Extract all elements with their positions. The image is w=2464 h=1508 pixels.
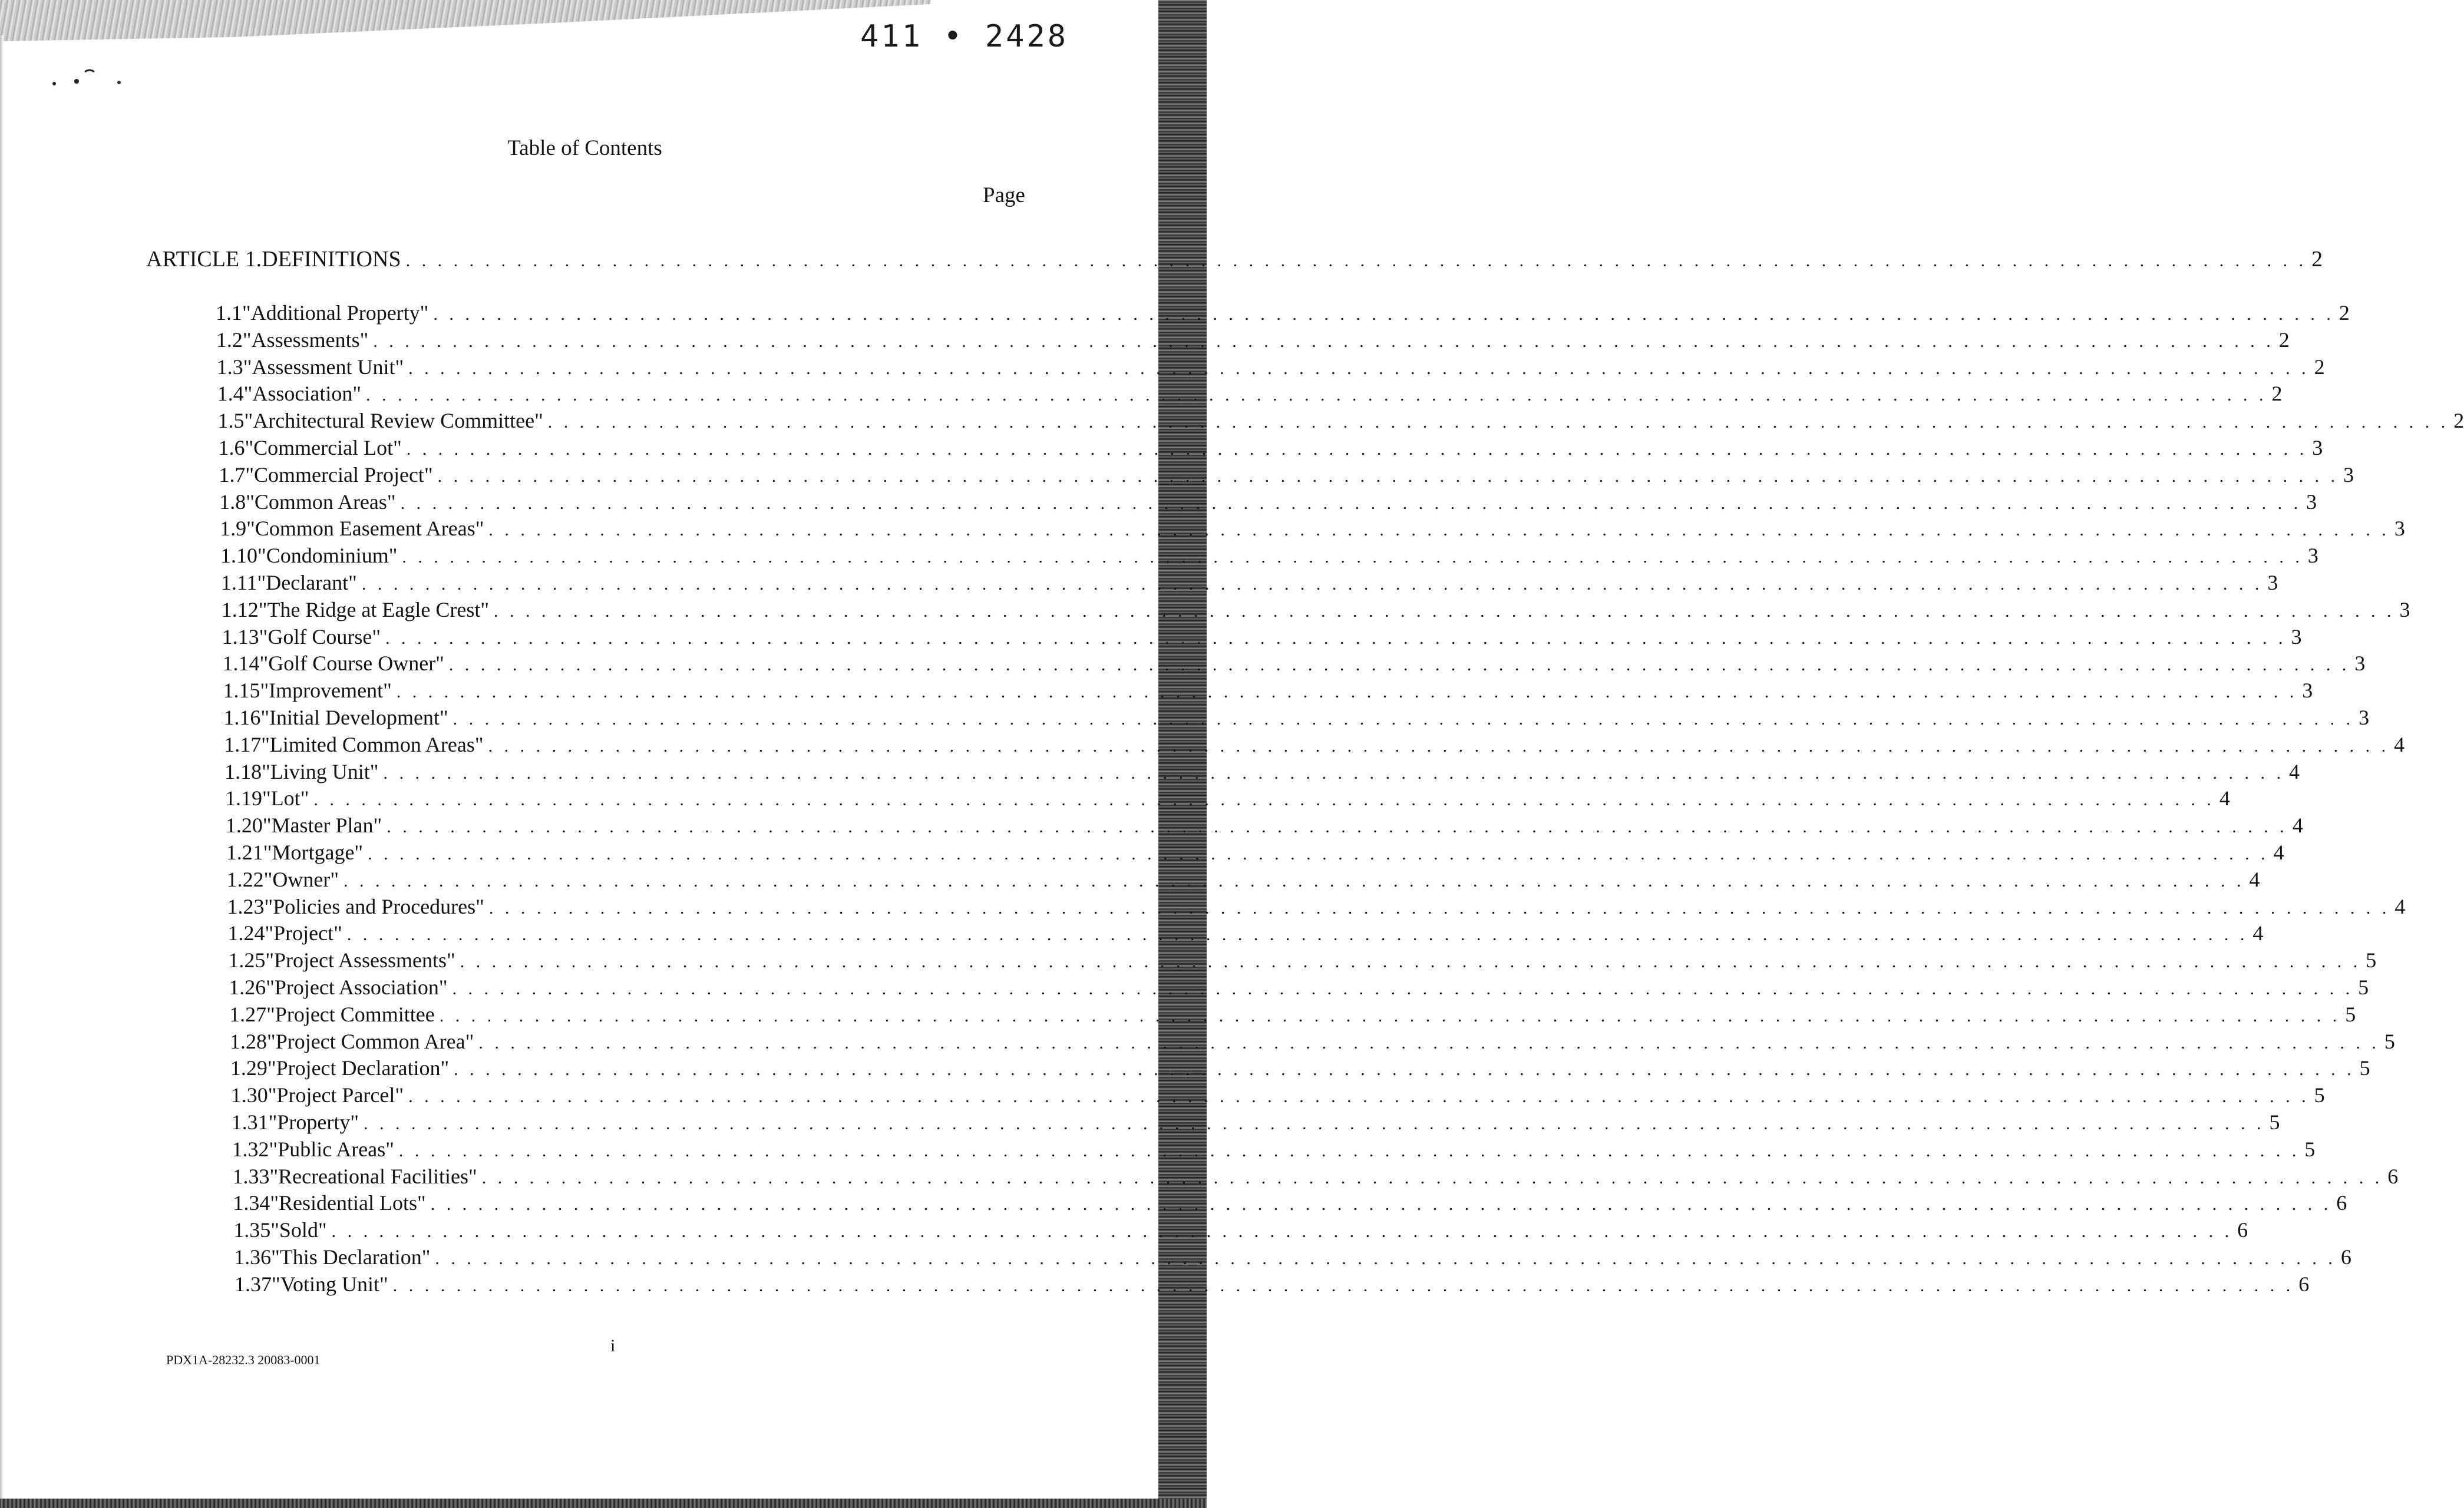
toc-entry [227, 921, 2264, 948]
toc-entry-number: 1.33 [232, 1164, 270, 1188]
document-stamp-number: 411 • 2428 [860, 19, 1069, 54]
dot-leader: . . . . . . . . . . . . . . . . . . . . . . . . . . . . . . . . . . . . . . . . . . . . . . . . . . . . . . . . . . . . . . . . . . . . . . . . . . . . . . . . . . . . . . . . . . . . . . . . . . . . . . . . . . . . . . . . . . . . . . . . [488, 736, 2390, 756]
toc-entry-page-number: 2 [2271, 382, 2283, 406]
dot-leader: . . . . . . . . . . . . . . . . . . . . . . . . . . . . . . . . . . . . . . . . . . . . . . . . . . . . . . . . . . . . . . . . . . . . . . . . . . . . . . . . . . . . . . . . . . . . . . . . . . . . . . . . . . . . . . . . . . . . . . . . [396, 682, 2298, 702]
dot-leader: . . . . . . . . . . . . . . . . . . . . . . . . . . . . . . . . . . . . . . . . . . . . . . . . . . . . . . . . . . . . . . . . . . . . . . . . . . . . . . . . . . . . . . . . . . . . . . . . . . . . . . . . . . . . . . . . . . . . . . . . [400, 493, 2302, 513]
dot-leader: . . . . . . . . . . . . . . . . . . . . . . . . . . . . . . . . . . . . . . . . . . . . . . . . . . . . . . . . . . . . . . . . . . . . . . . . . . . . . . . . . . . . . . . . . . . . . . . . . . . . . . . . . . . . . . . . . . . . . . . . [478, 1033, 2380, 1053]
toc-entry-label: "Residential Lots" [270, 1191, 426, 1215]
dot-leader: . . . . . . . . . . . . . . . . . . . . . . . . . . . . . . . . . . . . . . . . . . . . . . . . . . . . . . . . . . . . . . . . . . . . . . . . . . . . . . . . . . . . . . . . . . . . . . . . . . . . . . . . . . . . . . . . . . . . . . . . [488, 898, 2390, 918]
toc-entry [230, 1056, 2370, 1083]
toc-entry-number: 1.36 [234, 1245, 272, 1269]
toc-entry-number: 1.3 [216, 355, 243, 379]
footer-page-number: i [610, 1336, 616, 1355]
dot-leader: . . . . . . . . . . . . . . . . . . . . . . . . . . . . . . . . . . . . . . . . . . . . . . . . . . . . . . . . . . . . . . . . . . . . . . . . . . . . . . . . . . . . . . . . . . . . . . . . . . . . . . . . . . . . . . . . . . . . . . . . [452, 709, 2354, 729]
toc-entry-label: "Declarant" [257, 571, 357, 594]
toc-entry-label: "Association" [243, 382, 362, 406]
toc-entry-label: "Lot" [262, 786, 309, 811]
toc-entry-label: "Master Plan" [262, 813, 382, 838]
toc-entry-page-number: 4 [2394, 732, 2405, 756]
toc-entry-number: 1.16 [223, 706, 261, 729]
toc-entry-number: 1.22 [226, 867, 264, 891]
toc-entry-number: 1.15 [223, 679, 260, 703]
toc-entry-number: 1.8 [219, 490, 246, 514]
dot-leader: . . . . . . . . . . . . . . . . . . . . . . . . . . . . . . . . . . . . . . . . . . . . . . . . . . . . . . . . . . . . . . . . . . . . . . . . . . . . . . . . . . . . . . . . . . . . . . . . . . . . . . . . . . . . . . . . . . . . . . . . [385, 628, 2287, 648]
toc-entry [220, 570, 2278, 597]
page-column-header: Page [983, 183, 1025, 207]
toc-entry [233, 1190, 2347, 1218]
dot-leader: . . . . . . . . . . . . . . . . . . . . . . . . . . . . . . . . . . . . . . . . . . . . . . . . . . . . . . . . . . . . . . . . . . . . . . . . . . . . . . . . . . . . . . . . . . . . . . . . . . . . . . . . . . . . . . . . . . . . . . . . [435, 1249, 2336, 1268]
toc-entry-page-number: 4 [2252, 921, 2264, 945]
toc-entry-number: 1.10 [220, 544, 257, 568]
toc-entry [223, 705, 2370, 732]
toc-entry-page-number: 6 [2237, 1218, 2248, 1242]
dot-leader: . . . . . . . . . . . . . . . . . . . . . . . . . . . . . . . . . . . . . . . . . . . . . . . . . . . . . . . . . . . . . . . . . . . . . . . . . . . . . . . . . . . . . . . . . . . . . . . . . . . . . . . . . . . . . . . . . . . . . . . . [402, 547, 2303, 567]
toc-entry-page-number: 2 [2453, 409, 2464, 433]
toc-entry [233, 1218, 2248, 1245]
toc-entry-page-number: 5 [2304, 1137, 2316, 1161]
toc-entry [221, 597, 2410, 624]
toc-entry [227, 894, 2406, 921]
toc-entry-label: "Policies and Procedures" [264, 894, 484, 918]
toc-entry-page-number: 5 [2384, 1029, 2395, 1053]
toc-entry-number: 1.2 [216, 328, 243, 352]
toc-entry-label: "Golf Course Owner" [259, 652, 444, 676]
toc-entry-label: "Common Easement Areas" [246, 517, 484, 541]
toc-entry-number: 1.1 [216, 301, 242, 325]
toc-entry-label: "Recreational Facilities" [269, 1164, 477, 1188]
toc-entry-page-number: 3 [2307, 544, 2318, 568]
toc-entry-label: "Initial Development" [260, 706, 448, 729]
toc-entry [230, 1083, 2325, 1110]
toc-entry-label: "Limited Common Areas" [261, 732, 484, 756]
dot-leader: . . . . . . . . . . . . . . . . . . . . . . . . . . . . . . . . . . . . . . . . . . . . . . . . . . . . . . . . . . . . . . . . . . . . . . . . . . . . . . . . . . . . . . . . . . . . . . . . . . . . . . . . . . . . . . . . . . . . . . . . [454, 1060, 2355, 1080]
toc-entry [219, 490, 2317, 517]
toc-entry-page-number: 5 [2345, 1002, 2356, 1026]
toc-entry-number: 1.23 [227, 894, 265, 918]
toc-entry-label: "This Declaration" [271, 1245, 431, 1269]
toc-entry [220, 543, 2318, 570]
dot-leader: . . . . . . . . . . . . . . . . . . . . . . . . . . . . . . . . . . . . . . . . . . . . . . . . . . . . . . . . . . . . . . . . . . . . . . . . . . . . . . . . . . . . . . . . . . . . . . . . . . . . . . . . . . . . . . . . . . . . . . . . [408, 358, 2310, 378]
toc-entry-page-number: 4 [2289, 759, 2300, 783]
toc-entry-page-number: 6 [2340, 1245, 2351, 1269]
toc-entry [216, 300, 2350, 328]
toc-entry-page-number: 2 [2339, 301, 2350, 325]
toc-entry-label: "Project Parcel" [267, 1083, 404, 1107]
toc-entry-label: "Property" [268, 1110, 359, 1134]
toc-entry [218, 435, 2323, 462]
toc-entry-label: "The Ridge at Eagle Crest" [258, 597, 490, 621]
toc-entry-number: 1.14 [222, 652, 260, 676]
toc-entry-number: 1.25 [228, 948, 266, 973]
toc-entry-number: 1.24 [227, 921, 265, 945]
toc-entry [222, 651, 2366, 678]
toc-entry [232, 1164, 2399, 1191]
toc-entry-label: "Project Assessments" [265, 948, 455, 973]
toc-entry-page-number: 3 [2302, 679, 2313, 703]
toc-entry-number: 1.17 [224, 732, 262, 756]
toc-entry-label: "Condominium" [257, 544, 398, 568]
toc-entry-label: "Project Declaration" [267, 1056, 450, 1080]
toc-entry [228, 948, 2377, 975]
toc-entry-page-number: 4 [2394, 894, 2406, 918]
toc-entry-number: 1.6 [218, 436, 245, 459]
toc-entry-number: 1.32 [232, 1137, 269, 1161]
toc-entry [216, 328, 2290, 355]
toc-entry-number: 1.20 [225, 813, 263, 838]
dot-leader: . . . . . . . . . . . . . . . . . . . . . . . . . . . . . . . . . . . . . . . . . . . . . . . . . . . . . . . . . . . . . . . . . . . . . . . . . . . . . . . . . . . . . . . . . . . . . . . . . . . . . . . . . . . . . . . . . . . . . . . . [547, 412, 2449, 432]
article-page-number: 2 [2311, 247, 2323, 272]
toc-entry-number: 1.19 [225, 786, 262, 811]
toc-entry-label: "Mortgage" [263, 841, 364, 864]
dot-leader: . . . . . . . . . . . . . . . . . . . . . . . . . . . . . . . . . . . . . . . . . . . . . . . . . . . . . . . . . . . . . . . . . . . . . . . . . . . . . . . . . . . . . . . . . . . . . . . . . . . . . . . . . . . . . . . . . . . . . . . . [387, 817, 2288, 837]
toc-entry-number: 1.11 [220, 571, 257, 594]
toc-entry [234, 1272, 2310, 1299]
toc-entry-label: "Assessment Unit" [243, 355, 404, 379]
toc-entry-number: 1.37 [234, 1272, 272, 1296]
toc-entry [225, 813, 2303, 840]
toc-entry-page-number: 3 [2267, 571, 2278, 594]
toc-entry-page-number: 3 [2394, 517, 2405, 541]
scan-edge-top [0, 0, 931, 41]
toc-entry-label: "Project" [265, 921, 342, 945]
toc-entry [223, 678, 2313, 705]
toc-entry-page-number: 5 [2358, 975, 2369, 999]
toc-entry-label: "Common Areas" [246, 490, 396, 514]
toc-entry-number: 1.12 [221, 597, 259, 621]
dot-leader: . . . . . . . . . . . . . . . . . . . . . . . . . . . . . . . . . . . . . . . . . . . . . . . . . . . . . . . . . . . . . . . . . . . . . . . . . . . . . . . . . . . . . . . . . . . . . . . . . . . . . . . . . . . . . . . . . . . . . . . . [373, 331, 2274, 351]
dot-leader: . . . . . . . . . . . . . . . . . . . . . . . . . . . . . . . . . . . . . . . . . . . . . . . . . . . . . . . . . . . . . . . . . . . . . . . . . . . . . . . . . . . . . . . . . . . . . . . . . . . . . . . . . . . . . . . . . . . . . . . . [433, 305, 2334, 324]
toc-entry-label: "Living Unit" [262, 759, 379, 783]
toc-entry-label: "Voting Unit" [272, 1272, 388, 1296]
toc-entry-number: 1.31 [231, 1110, 269, 1134]
dot-leader: . . . . . . . . . . . . . . . . . . . . . . . . . . . . . . . . . . . . . . . . . . . . . . . . . . . . . . . . . . . . . . . . . . . . . . . . . . . . . . . . . . . . . . . . . . . . . . . . . . . . . . . . . . . . . . . . . . . . . . . . [405, 251, 2307, 270]
dot-leader: . . . . . . . . . . . . . . . . . . . . . . . . . . . . . . . . . . . . . . . . . . . . . . . . . . . . . . . . . . . . . . . . . . . . . . . . . . . . . . . . . . . . . . . . . . . . . . . . . . . . . . . . . . . . . . . . . . . . . . . . [481, 1168, 2383, 1188]
dot-leader: . . . . . . . . . . . . . . . . . . . . . . . . . . . . . . . . . . . . . . . . . . . . . . . . . . . . . . . . . . . . . . . . . . . . . . . . . . . . . . . . . . . . . . . . . . . . . . . . . . . . . . . . . . . . . . . . . . . . . . . . [430, 1195, 2332, 1215]
toc-entry-page-number: 3 [2354, 652, 2366, 676]
article-heading [146, 246, 2323, 277]
toc-entry-page-number: 5 [2269, 1110, 2280, 1134]
article-number: ARTICLE 1. [146, 247, 262, 272]
toc-entry [225, 786, 2230, 813]
dot-leader: . . . . . . . . . . . . . . . . . . . . . . . . . . . . . . . . . . . . . . . . . . . . . . . . . . . . . . . . . . . . . . . . . . . . . . . . . . . . . . . . . . . . . . . . . . . . . . . . . . . . . . . . . . . . . . . . . . . . . . . . [494, 601, 2395, 621]
toc-entry-number: 1.4 [217, 382, 244, 406]
scan-edge-bottom [0, 1499, 1207, 1508]
toc-entry [226, 840, 2284, 867]
article-title: DEFINITIONS [262, 247, 401, 272]
toc-entry-label: "Public Areas" [269, 1137, 394, 1161]
dot-leader: . . . . . . . . . . . . . . . . . . . . . . . . . . . . . . . . . . . . . . . . . . . . . . . . . . . . . . . . . . . . . . . . . . . . . . . . . . . . . . . . . . . . . . . . . . . . . . . . . . . . . . . . . . . . . . . . . . . . . . . . [368, 844, 2269, 864]
dot-leader: . . . . . . . . . . . . . . . . . . . . . . . . . . . . . . . . . . . . . . . . . . . . . . . . . . . . . . . . . . . . . . . . . . . . . . . . . . . . . . . . . . . . . . . . . . . . . . . . . . . . . . . . . . . . . . . . . . . . . . . . [406, 439, 2308, 459]
toc-entry-page-number: 3 [2399, 597, 2410, 621]
toc-entry [219, 462, 2354, 490]
dot-leader: . . . . . . . . . . . . . . . . . . . . . . . . . . . . . . . . . . . . . . . . . . . . . . . . . . . . . . . . . . . . . . . . . . . . . . . . . . . . . . . . . . . . . . . . . . . . . . . . . . . . . . . . . . . . . . . . . . . . . . . . [346, 925, 2248, 945]
toc-entry-number: 1.30 [230, 1083, 268, 1107]
toc-entry-number: 1.5 [217, 409, 245, 433]
toc-entry-page-number: 6 [2336, 1191, 2347, 1215]
toc-entry [224, 732, 2405, 759]
toc-entry-label: "Improvement" [260, 679, 392, 703]
toc-entry-number: 1.26 [229, 975, 266, 999]
dot-leader: . . . . . . . . . . . . . . . . . . . . . . . . . . . . . . . . . . . . . . . . . . . . . . . . . . . . . . . . . . . . . . . . . . . . . . . . . . . . . . . . . . . . . . . . . . . . . . . . . . . . . . . . . . . . . . . . . . . . . . . . [439, 1006, 2341, 1026]
toc-entry-page-number: 4 [2292, 813, 2303, 838]
toc-entry [217, 408, 2464, 435]
toc-entry-number: 1.21 [226, 841, 263, 864]
toc-entry-number: 1.35 [233, 1218, 271, 1242]
dot-leader: . . . . . . . . . . . . . . . . . . . . . . . . . . . . . . . . . . . . . . . . . . . . . . . . . . . . . . . . . . . . . . . . . . . . . . . . . . . . . . . . . . . . . . . . . . . . . . . . . . . . . . . . . . . . . . . . . . . . . . . . [331, 1222, 2233, 1242]
toc-entry-page-number: 3 [2343, 462, 2354, 487]
toc-entry-page-number: 4 [2249, 867, 2260, 891]
toc-entry-number: 1.13 [222, 624, 259, 649]
toc-entry-page-number: 6 [2298, 1272, 2310, 1296]
toc-entry [217, 381, 2283, 408]
dot-leader: . . . . . . . . . . . . . . . . . . . . . . . . . . . . . . . . . . . . . . . . . . . . . . . . . . . . . . . . . . . . . . . . . . . . . . . . . . . . . . . . . . . . . . . . . . . . . . . . . . . . . . . . . . . . . . . . . . . . . . . . [452, 979, 2354, 998]
toc-entry-page-number: 4 [2219, 786, 2230, 811]
page-title: Table of Contents [507, 136, 662, 160]
toc-entry-page-number: 2 [2278, 328, 2290, 352]
toc-entry-page-number: 2 [2314, 355, 2325, 379]
toc-entry [224, 759, 2300, 786]
dot-leader: . . . . . . . . . . . . . . . . . . . . . . . . . . . . . . . . . . . . . . . . . . . . . . . . . . . . . . . . . . . . . . . . . . . . . . . . . . . . . . . . . . . . . . . . . . . . . . . . . . . . . . . . . . . . . . . . . . . . . . . . [392, 1275, 2294, 1295]
dot-leader: . . . . . . . . . . . . . . . . . . . . . . . . . . . . . . . . . . . . . . . . . . . . . . . . . . . . . . . . . . . . . . . . . . . . . . . . . . . . . . . . . . . . . . . . . . . . . . . . . . . . . . . . . . . . . . . . . . . . . . . . [408, 1087, 2310, 1107]
toc-entry-label: "Sold" [270, 1218, 327, 1242]
toc-entry-page-number: 3 [2359, 706, 2370, 729]
dot-leader: . . . . . . . . . . . . . . . . . . . . . . . . . . . . . . . . . . . . . . . . . . . . . . . . . . . . . . . . . . . . . . . . . . . . . . . . . . . . . . . . . . . . . . . . . . . . . . . . . . . . . . . . . . . . . . . . . . . . . . . . [448, 655, 2350, 675]
dot-leader: . . . . . . . . . . . . . . . . . . . . . . . . . . . . . . . . . . . . . . . . . . . . . . . . . . . . . . . . . . . . . . . . . . . . . . . . . . . . . . . . . . . . . . . . . . . . . . . . . . . . . . . . . . . . . . . . . . . . . . . . [343, 871, 2245, 891]
toc-entry-label: "Owner" [263, 867, 339, 891]
scan-edge-left [0, 35, 4, 1508]
toc-entry-page-number: 5 [2314, 1083, 2325, 1107]
dot-leader: . . . . . . . . . . . . . . . . . . . . . . . . . . . . . . . . . . . . . . . . . . . . . . . . . . . . . . . . . . . . . . . . . . . . . . . . . . . . . . . . . . . . . . . . . . . . . . . . . . . . . . . . . . . . . . . . . . . . . . . . [383, 763, 2284, 783]
dot-leader: . . . . . . . . . . . . . . . . . . . . . . . . . . . . . . . . . . . . . . . . . . . . . . . . . . . . . . . . . . . . . . . . . . . . . . . . . . . . . . . . . . . . . . . . . . . . . . . . . . . . . . . . . . . . . . . . . . . . . . . . [366, 385, 2267, 405]
dot-leader: . . . . . . . . . . . . . . . . . . . . . . . . . . . . . . . . . . . . . . . . . . . . . . . . . . . . . . . . . . . . . . . . . . . . . . . . . . . . . . . . . . . . . . . . . . . . . . . . . . . . . . . . . . . . . . . . . . . . . . . . [361, 574, 2263, 594]
toc-entry [229, 1002, 2356, 1029]
toc-entry-number: 1.34 [233, 1191, 270, 1215]
toc-entry-page-number: 5 [2366, 948, 2377, 973]
toc-entry-label: "Golf Course" [259, 624, 381, 649]
dot-leader: . . . . . . . . . . . . . . . . . . . . . . . . . . . . . . . . . . . . . . . . . . . . . . . . . . . . . . . . . . . . . . . . . . . . . . . . . . . . . . . . . . . . . . . . . . . . . . . . . . . . . . . . . . . . . . . . . . . . . . . . [313, 790, 2215, 810]
toc-entry [229, 975, 2369, 1002]
toc-entry [222, 624, 2302, 652]
toc-entry-page-number: 3 [2306, 490, 2317, 514]
toc-entry [220, 516, 2405, 543]
toc-entry-number: 1.7 [219, 462, 246, 487]
scan-specks [49, 65, 126, 94]
toc-entry-page-number: 6 [2387, 1164, 2399, 1188]
toc-entry-number: 1.27 [229, 1002, 267, 1026]
toc-entry-number: 1.18 [224, 759, 262, 783]
dot-leader: . . . . . . . . . . . . . . . . . . . . . . . . . . . . . . . . . . . . . . . . . . . . . . . . . . . . . . . . . . . . . . . . . . . . . . . . . . . . . . . . . . . . . . . . . . . . . . . . . . . . . . . . . . . . . . . . . . . . . . . . [460, 952, 2361, 972]
dot-leader: . . . . . . . . . . . . . . . . . . . . . . . . . . . . . . . . . . . . . . . . . . . . . . . . . . . . . . . . . . . . . . . . . . . . . . . . . . . . . . . . . . . . . . . . . . . . . . . . . . . . . . . . . . . . . . . . . . . . . . . . [398, 1140, 2300, 1160]
toc-entry-page-number: 5 [2359, 1056, 2370, 1080]
toc-entry [232, 1137, 2316, 1164]
toc-entry-label: "Commercial Lot" [245, 436, 402, 459]
toc-entry-page-number: 4 [2273, 841, 2284, 864]
toc-entry [216, 355, 2325, 382]
toc-entry [230, 1029, 2395, 1056]
toc-entry-label: "Architectural Review Committee" [244, 409, 543, 433]
dot-leader: . . . . . . . . . . . . . . . . . . . . . . . . . . . . . . . . . . . . . . . . . . . . . . . . . . . . . . . . . . . . . . . . . . . . . . . . . . . . . . . . . . . . . . . . . . . . . . . . . . . . . . . . . . . . . . . . . . . . . . . . [364, 1114, 2265, 1133]
footer-document-code: PDX1A-28232.3 20083-0001 [166, 1352, 321, 1367]
toc-entry-page-number: 3 [2312, 436, 2323, 459]
toc-entry-label: "Project Common Area" [267, 1029, 474, 1053]
toc-entry-label: "Project Association" [266, 975, 448, 999]
toc-entry [226, 867, 2260, 894]
toc-entry-label: "Project Committee [266, 1002, 435, 1026]
toc-entry-label: "Additional Property" [242, 301, 429, 325]
toc-entry-number: 1.9 [220, 517, 247, 541]
dot-leader: . . . . . . . . . . . . . . . . . . . . . . . . . . . . . . . . . . . . . . . . . . . . . . . . . . . . . . . . . . . . . . . . . . . . . . . . . . . . . . . . . . . . . . . . . . . . . . . . . . . . . . . . . . . . . . . . . . . . . . . . [437, 466, 2339, 486]
toc-entry [234, 1245, 2351, 1272]
toc-entry-number: 1.29 [230, 1056, 267, 1080]
toc-entry-number: 1.28 [230, 1029, 267, 1053]
toc-entry-label: "Commercial Project" [245, 462, 433, 487]
toc-entry-label: "Assessments" [242, 328, 369, 352]
toc-entry-page-number: 3 [2291, 624, 2302, 649]
dot-leader: . . . . . . . . . . . . . . . . . . . . . . . . . . . . . . . . . . . . . . . . . . . . . . . . . . . . . . . . . . . . . . . . . . . . . . . . . . . . . . . . . . . . . . . . . . . . . . . . . . . . . . . . . . . . . . . . . . . . . . . . [488, 520, 2390, 540]
toc-entry [231, 1110, 2280, 1137]
